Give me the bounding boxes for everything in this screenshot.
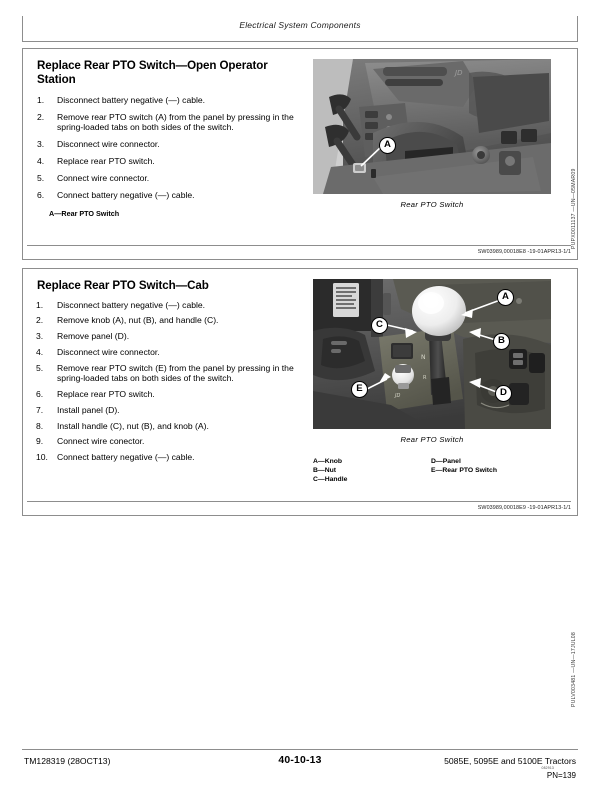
page-header: [22, 16, 578, 42]
step-text: Replace rear PTO switch.: [57, 155, 155, 166]
list-item: [37, 347, 299, 357]
step-number: 5.: [37, 172, 45, 183]
list-item: [37, 156, 299, 166]
svg-text:R: R: [423, 375, 427, 381]
footer-rule: [22, 749, 578, 750]
step-number: 7.: [36, 404, 44, 415]
step-number: 8.: [36, 420, 44, 431]
section-1-title: Replace Rear PTO Switch—Open Operator Station: [37, 59, 268, 86]
photo-open-operator-station: [313, 59, 551, 194]
legend-column-left: [313, 457, 347, 485]
footer-revision: 082913: [541, 766, 554, 770]
legend-item-a: A—Knob: [313, 458, 343, 465]
photo-open-operator-station-graphic: [313, 59, 551, 194]
svg-text:JD: JD: [395, 393, 401, 399]
section-2-text-column: [37, 279, 299, 468]
callout-a: A: [379, 137, 396, 154]
legend-column-right: [431, 457, 497, 475]
section-1-legend: A—Rear PTO Switch: [49, 208, 120, 218]
footer-pn: PN=139: [546, 771, 576, 780]
list-item: [37, 421, 299, 431]
step-text: Disconnect wire connector.: [57, 139, 160, 150]
callout-b: B: [493, 333, 510, 350]
section-cab: [22, 268, 578, 707]
section-2-doc-id: SW03989,00018E9 -19-01APR13-1/1: [477, 505, 571, 511]
step-text: Remove rear PTO switch (E) from the panel by pressing in the spring-loaded tabs on both sides of the switch.: [57, 362, 294, 384]
section-1-steps: [37, 95, 299, 200]
step-number: 1.: [36, 299, 44, 310]
section-2-figure-column: [313, 279, 565, 444]
list-item: [37, 363, 299, 384]
section-1-docid-rule: [27, 245, 571, 246]
step-number: 6.: [36, 388, 44, 399]
step-number: 10.: [36, 452, 48, 463]
footer-page-number: 40-10-13: [278, 755, 322, 766]
page-footer: [22, 752, 578, 792]
section-2-steps: [37, 300, 299, 463]
step-text: Connect battery negative (—) cable.: [57, 452, 195, 463]
step-number: 9.: [36, 436, 44, 447]
list-item: [37, 190, 299, 200]
callout-d: D: [495, 385, 512, 402]
section-1-photo-credit: PUPX0011137 —UN—05MAR09: [571, 168, 577, 249]
list-item: [37, 452, 299, 462]
section-2-photo-credit: PULV003481 —UN—17JUL08: [571, 632, 577, 707]
step-number: 3.: [37, 139, 45, 150]
section-1-figure-caption: Rear PTO Switch: [400, 200, 464, 209]
photo-cab: [313, 279, 551, 429]
list-item: [37, 300, 299, 310]
section-2-title: Replace Rear PTO Switch—Cab: [37, 279, 209, 292]
section-1-doc-id: SW03989,00018E8 -19-01APR13-1/1: [477, 249, 571, 255]
step-text: Remove panel (D).: [57, 331, 130, 342]
step-text: Connect wire connector.: [57, 172, 150, 183]
footer-product: 5085E, 5095E and 5100E Tractors: [444, 756, 576, 766]
list-item: [37, 436, 299, 446]
step-text: Connect battery negative (—) cable.: [57, 189, 195, 200]
step-text: Remove rear PTO switch (A) from the panel by pressing in the spring-loaded tabs on both sides of the switch.: [57, 111, 294, 133]
callout-e: E: [351, 381, 368, 398]
list-item: [37, 389, 299, 399]
legend-item-d: D—Panel: [431, 458, 461, 465]
page-header-title: Electrical System Components: [239, 20, 361, 30]
step-number: 2.: [37, 111, 45, 122]
step-number: 4.: [36, 346, 44, 357]
step-number: 4.: [37, 155, 45, 166]
callout-c: C: [371, 317, 388, 334]
step-text: Remove knob (A), nut (B), and handle (C).: [57, 315, 219, 326]
step-number: 3.: [36, 331, 44, 342]
photo-cab-graphic: [313, 279, 551, 429]
list-item: [37, 139, 299, 149]
section-2-docid-rule: [27, 501, 571, 502]
step-text: Disconnect battery negative (—) cable.: [57, 95, 206, 106]
legend-item-b: B—Nut: [313, 467, 337, 475]
footer-manual-id: TM128319 (28OCT13): [24, 756, 111, 766]
step-text: Disconnect battery negative (—) cable.: [57, 299, 206, 310]
step-text: Replace rear PTO switch.: [57, 388, 155, 399]
step-number: 5.: [36, 362, 44, 373]
callout-a: A: [497, 289, 514, 306]
list-item: [37, 112, 299, 133]
list-item: [37, 405, 299, 415]
legend-item-e: E—Rear PTO Switch: [431, 467, 497, 475]
list-item: [37, 173, 299, 183]
step-number: 2.: [36, 315, 44, 326]
list-item: [37, 331, 299, 341]
section-2-figure-caption: Rear PTO Switch: [400, 435, 464, 444]
step-text: Install handle (C), nut (B), and knob (A).: [57, 420, 209, 431]
section-1-figure-column: [313, 59, 565, 209]
step-number: 1.: [37, 95, 45, 106]
section-open-operator-station: [22, 48, 578, 260]
step-text: Install panel (D).: [57, 404, 120, 415]
step-text: Connect wire conector.: [57, 436, 145, 447]
list-item: [37, 95, 299, 105]
section-1-text-column: [37, 59, 299, 218]
list-item: [37, 315, 299, 325]
legend-item-c: C—Handle: [313, 476, 348, 484]
svg-text:JD: JD: [455, 69, 463, 77]
svg-text:N: N: [421, 354, 426, 361]
step-number: 6.: [37, 189, 45, 200]
step-text: Disconnect wire connector.: [57, 346, 160, 357]
